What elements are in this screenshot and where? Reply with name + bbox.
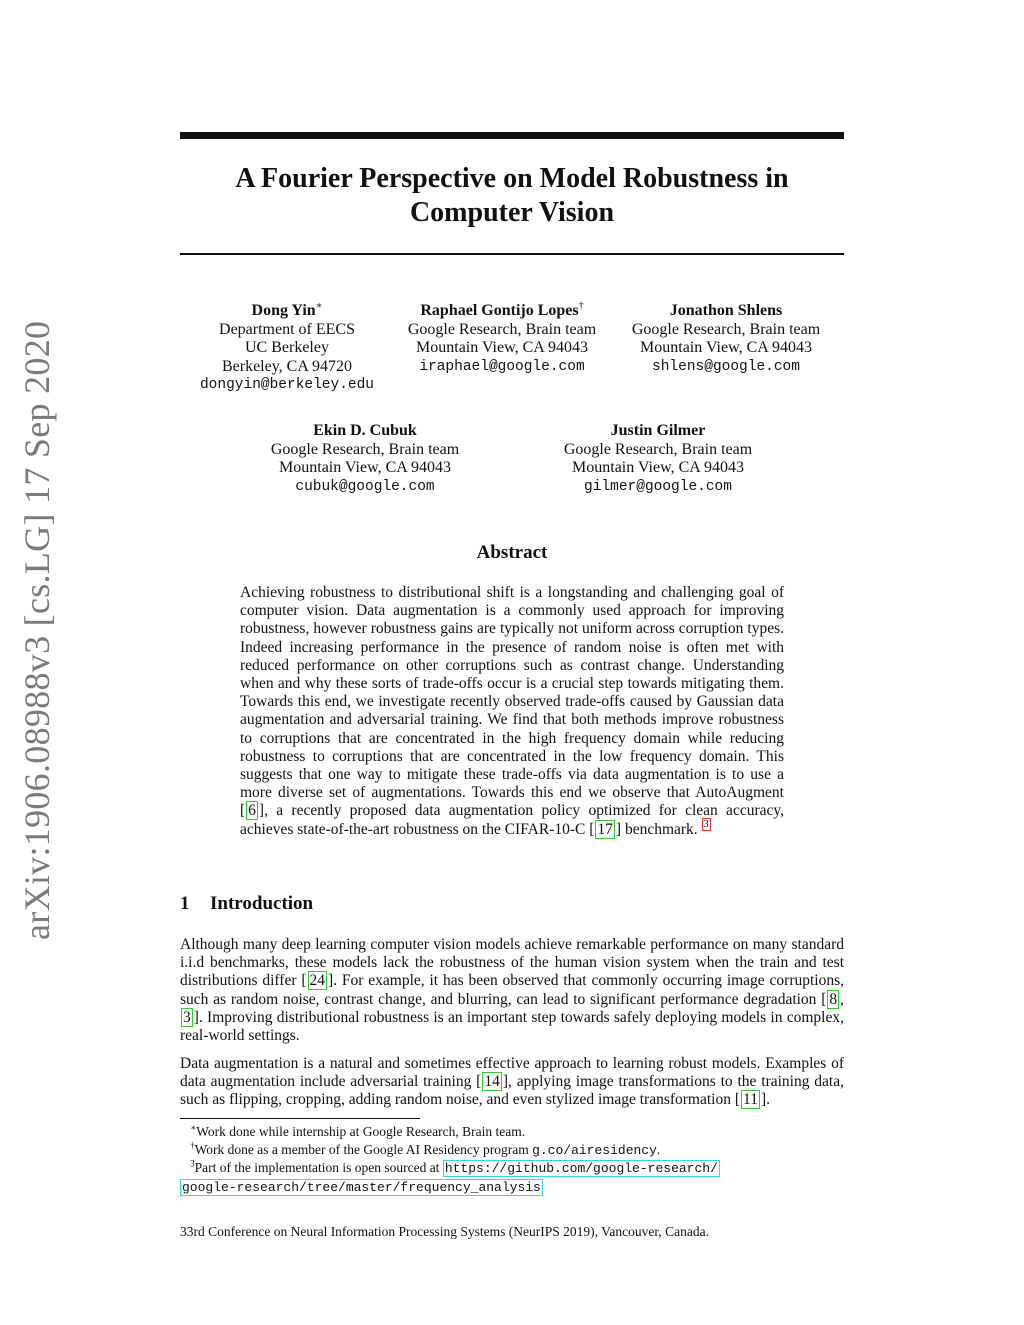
footnote-link[interactable]: 3 (703, 819, 709, 831)
author-affiliation: Department of EECS (219, 320, 355, 338)
author-affiliation: Google Research, Brain team (270, 440, 460, 458)
author-address: Mountain View, CA 94043 (572, 459, 744, 476)
author-affiliation: Google Research, Brain team (631, 320, 821, 338)
citation-link[interactable]: 11 (743, 1091, 758, 1109)
section-title: Introduction (210, 893, 314, 914)
author-name: Jonathon Shlens (669, 302, 783, 319)
citation-link[interactable]: 14 (484, 1073, 500, 1091)
author-block-justin-gilmer (548, 422, 768, 496)
citation-link[interactable]: 3 (183, 1008, 191, 1026)
author-address: Mountain View, CA 94043 (279, 459, 451, 476)
title-bottom-rule (180, 253, 844, 255)
author-email[interactable]: cubuk@google.com (295, 478, 435, 495)
author-mark: † (578, 300, 584, 312)
footnote-rule (180, 1118, 420, 1119)
citation-link[interactable]: 8 (829, 990, 838, 1008)
paragraph-text-part: . (766, 1091, 771, 1109)
citation-link[interactable]: 17 (597, 820, 613, 838)
citation-link[interactable]: 6 (248, 802, 256, 820)
author-affiliation: Google Research, Brain team (407, 320, 597, 338)
arxiv-identifier-stamp: arXiv:1906.08988v3 [cs.LG] 17 Sep 2020 (17, 320, 57, 940)
section-heading-introduction (180, 893, 580, 915)
footnote-1 (180, 1123, 844, 1141)
footnote-url[interactable]: g.co/airesidency (532, 1142, 657, 1158)
venue-footer: 33rd Conference on Neural Information Processing Systems (NeurIPS 2019), Vancouver, Canada. (180, 1224, 709, 1239)
author-block-dong-yin (187, 302, 387, 395)
footnote-text: Part of the implementation is open sourced at (194, 1160, 443, 1175)
author-name: Raphael Gontijo Lopes (420, 302, 579, 319)
author-name: Justin Gilmer (610, 422, 706, 439)
footnote-mark: † (190, 1140, 195, 1150)
footnote-url[interactable]: https://github.com/google-research/ (444, 1161, 718, 1176)
paragraph-text-part: Data augmentation is a natural and sometimes effective approach to learning robust models. Examples of data augmentation include adversarial training (180, 1055, 844, 1091)
author-block-raphael-lopes (392, 302, 612, 376)
section-number: 1 (180, 893, 190, 914)
author-block-ekin-cubuk (255, 422, 475, 496)
author-affiliation: Google Research, Brain team (563, 440, 753, 458)
author-email[interactable]: dongyin@berkeley.edu (199, 377, 375, 393)
abstract-text-part: , a recently proposed data augmentation policy optimized for clean accuracy, achieves state-of-the-art robustness on the CIFAR-10-C (240, 802, 784, 838)
footnote-url-continued[interactable]: google-research/tree/master/frequency_analysis (182, 1179, 541, 1195)
author-block-jonathon-shlens (616, 302, 836, 376)
title-top-rule (180, 132, 844, 139)
abstract-text: Achieving robustness to distributional shift is a longstanding and challenging goal of computer vision. Data augmentation is a commonly used approach for improving robustness, however robustness gains are typically not uniform across corruption types. Indeed increasing performance in the presence of random noise is often met with reduced performance on other corruptions such as contrast change. Understanding when and why these sorts of trade-offs occur is a crucial step towards mitigating them. Towards this end, we investigate recently observed trade-offs caused by Gaussian data augmentation and adversarial training. We find that both methods improve robustness to corruptions that are concentrated in the high frequency domain while reducing robustness to corruptions that are concentrated in the low frequency domain. This suggests that one way to mitigate these trade-offs via data augmentation is to use a more diverse set of augmentations. Towards this end we observe that AutoAugment [ 6 ], a recently proposed data augmentation policy optimized for clean accuracy, achieves state-of-the-art robustness on the CIFAR-10-C [ 17 ] benchmark. $^3$ (240, 584, 784, 838)
footnote-mark: 3 (190, 1158, 195, 1169)
author-email[interactable]: gilmer@google.com (584, 478, 732, 495)
intro-paragraph-2: Data augmentation is a natural and sometimes effective approach to learning robust models. Examples of data augmentation include adversarial training [ 14 ], applying image transformations to the training data, such as flipping, cropping, adding random noise, and even stylized image transformation [ 11 ]. (180, 1055, 844, 1109)
abstract-text-part: Achieving robustness to distributional shift is a longstanding and challenging goal of computer vision. Data augmentation is a commonly used approach for improving robustness, however robustness gains are typically not uniform across corruption types. Indeed increasing performance in the presence of random noise is often met with reduced performance on other corruptions such as contrast change. Understanding when and why these sorts of trade-offs occur is a crucial step towards mitigating them. Towards this end, we investigate recently observed trade-offs caused by Gaussian data augmentation and adversarial training. We find that both methods improve robustness to corruptions that are concentrated in the high frequency domain while reducing robustness to corruptions that are concentrated in the low frequency domain. This suggests that one way to mitigate these trade-offs via data augmentation is to use a more diverse set of augmentations. Towards this end we observe that AutoAugment (240, 584, 784, 802)
author-email[interactable]: shlens@google.com (652, 358, 800, 375)
footnotes (180, 1123, 844, 1196)
intro-paragraph-1: Although many deep learning computer vision models achieve remarkable performance on many standard i.i.d benchmarks, these models lack the robustness of the human vision system when the train and test distributions differ [ 24 ]. For example, it has been observed that commonly occurring image corruptions, such as random noise, contrast change, and blurring, can lead to significant performance degradation [ 8 , 3 ]. Improving distributional robustness is an important step towards safely deploying models in complex, real-world settings. (180, 936, 845, 1045)
paragraph-text-part: . Improving distributional robustness is an important step towards safely deploying models in complex, real-world settings. (180, 1008, 844, 1045)
author-mark: ∗ (315, 300, 323, 312)
paragraph-text-part: . For example, it has been observed that commonly occurring image corruptions, such as random noise, contrast change, and blurring, can lead to significant performance degradation (180, 972, 845, 1008)
author-address: Mountain View, CA 94043 (416, 339, 588, 356)
paragraph-text-part: , applying image transformations to the training data, such as flipping, cropping, adding random noise, and even stylized image transformation (180, 1073, 844, 1109)
author-email[interactable]: iraphael@google.com (419, 358, 585, 375)
footnote-2 (180, 1141, 844, 1160)
citation-link[interactable]: 24 (309, 972, 326, 990)
abstract-text-part: benchmark. (621, 820, 698, 838)
footnote-mark: ∗ (190, 1122, 197, 1133)
footnote-text: Work done while internship at Google Research, Brain team. (196, 1124, 526, 1139)
abstract-heading: Abstract (476, 542, 548, 563)
author-address: Berkeley, CA 94720 (221, 357, 353, 375)
author-affiliation: UC Berkeley (245, 339, 329, 356)
footnote-text-end: . (656, 1141, 661, 1157)
author-name: Ekin D. Cubuk (313, 422, 417, 439)
footnote-text: Work done as a member of the Google AI Residency program (194, 1141, 533, 1157)
footnote-3 (180, 1159, 844, 1196)
author-name: Dong Yin (251, 302, 316, 319)
paper-title: A Fourier Perspective on Model Robustness in Computer Vision (235, 163, 789, 228)
author-address: Mountain View, CA 94043 (640, 339, 812, 356)
paragraph-text-part: Although many deep learning computer vision models achieve remarkable performance on many standard i.i.d benchmarks, these models lack the robustness of the human vision system when the train and test distributions differ (180, 936, 844, 990)
